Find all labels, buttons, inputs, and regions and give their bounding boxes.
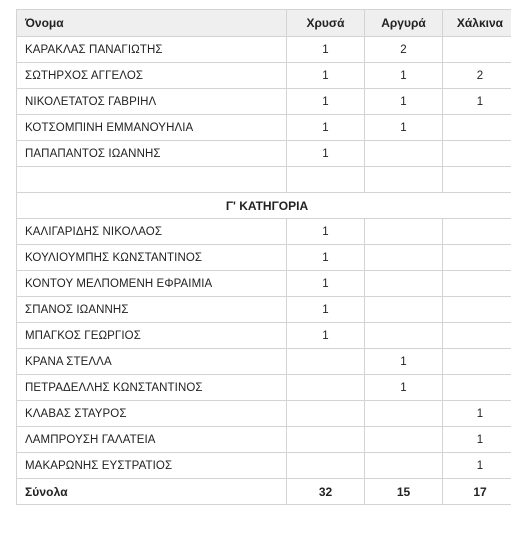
table-row (17, 141, 511, 167)
table-row (17, 63, 511, 89)
header-row (17, 10, 511, 37)
athlete-name-cell: ΚΟΤΣΟΜΠΙΝΗ ΕΜΜΑΝΟΥΗΛΙΑ (17, 115, 287, 141)
medal-table (16, 9, 511, 505)
silver-count-cell (365, 297, 443, 323)
silver-count-cell (365, 245, 443, 271)
silver-count-cell (365, 453, 443, 479)
athlete-name-cell: ΚΛΑΒΑΣ ΣΤΑΥΡΟΣ (17, 401, 287, 427)
table-row (17, 37, 511, 63)
table-row (17, 453, 511, 479)
bronze-count-cell (443, 245, 511, 271)
silver-count-cell: 1 (365, 89, 443, 115)
silver-count-cell (365, 219, 443, 245)
table-row (17, 271, 511, 297)
section-title: Γ' ΚΑΤΗΓΟΡΙΑ (17, 193, 511, 219)
column-header-silver: Αργυρά (365, 10, 443, 37)
silver-count-cell (365, 141, 443, 167)
bronze-count-cell: 2 (443, 63, 511, 89)
bronze-count-cell (443, 219, 511, 245)
column-header-gold: Χρυσά (287, 10, 365, 37)
athlete-name-cell: ΠΑΠΑΠΑΝΤΟΣ ΙΩΑΝΝΗΣ (17, 141, 287, 167)
silver-count-cell: 1 (365, 115, 443, 141)
gold-count-cell (287, 349, 365, 375)
medal-table-container (16, 9, 511, 505)
bronze-count-cell (443, 271, 511, 297)
bronze-count-cell: 1 (443, 453, 511, 479)
silver-count-cell (365, 167, 443, 193)
gold-count-cell: 1 (287, 297, 365, 323)
section-header-row (17, 193, 511, 219)
silver-count-cell: 1 (365, 63, 443, 89)
athlete-name-cell: ΚΡΑΝΑ ΣΤΕΛΛΑ (17, 349, 287, 375)
gold-count-cell: 1 (287, 219, 365, 245)
athlete-name-cell: ΚΟΝΤΟΥ ΜΕΛΠΟΜΕΝΗ ΕΦΡΑΙΜΙΑ (17, 271, 287, 297)
athlete-name-cell (17, 167, 287, 193)
gold-count-cell: 1 (287, 115, 365, 141)
table-row (17, 89, 511, 115)
table-row (17, 297, 511, 323)
totals-label: Σύνολα (17, 479, 287, 505)
table-row (17, 375, 511, 401)
athlete-name-cell: ΛΑΜΠΡΟΥΣΗ ΓΑΛΑΤΕΙΑ (17, 427, 287, 453)
athlete-name-cell: ΚΑΡΑΚΛΑΣ ΠΑΝΑΓΙΩΤΗΣ (17, 37, 287, 63)
bronze-count-cell (443, 349, 511, 375)
bronze-count-cell: 1 (443, 89, 511, 115)
gold-count-cell (287, 375, 365, 401)
table-body (17, 37, 511, 505)
silver-count-cell (365, 271, 443, 297)
totals-row (17, 479, 511, 505)
silver-count-cell (365, 323, 443, 349)
table-row (17, 245, 511, 271)
table-row (17, 401, 511, 427)
gold-count-cell: 1 (287, 141, 365, 167)
column-header-bronze: Χάλκινα (443, 10, 511, 37)
gold-count-cell: 1 (287, 323, 365, 349)
gold-count-cell: 1 (287, 37, 365, 63)
gold-count-cell: 1 (287, 271, 365, 297)
gold-count-cell: 1 (287, 245, 365, 271)
table-row (17, 323, 511, 349)
table-row (17, 115, 511, 141)
athlete-name-cell: ΣΩΤΗΡΧΟΣ ΑΓΓΕΛΟΣ (17, 63, 287, 89)
gold-count-cell (287, 453, 365, 479)
silver-count-cell: 1 (365, 375, 443, 401)
bronze-count-cell (443, 141, 511, 167)
bronze-count-cell (443, 115, 511, 141)
table-row (17, 219, 511, 245)
totals-bronze: 17 (443, 479, 511, 505)
athlete-name-cell: ΣΠΑΝΟΣ ΙΩΑΝΝΗΣ (17, 297, 287, 323)
bronze-count-cell (443, 167, 511, 193)
silver-count-cell: 1 (365, 349, 443, 375)
column-header-name: Όνομα (17, 10, 287, 37)
gold-count-cell: 1 (287, 63, 365, 89)
athlete-name-cell: ΚΑΛΙΓΑΡΙΔΗΣ ΝΙΚΟΛΑΟΣ (17, 219, 287, 245)
athlete-name-cell: ΠΕΤΡΑΔΕΛΛΗΣ ΚΩΝΣΤΑΝΤΙΝΟΣ (17, 375, 287, 401)
bronze-count-cell (443, 297, 511, 323)
table-row (17, 349, 511, 375)
totals-silver: 15 (365, 479, 443, 505)
bronze-count-cell (443, 375, 511, 401)
silver-count-cell: 2 (365, 37, 443, 63)
bronze-count-cell (443, 323, 511, 349)
totals-gold: 32 (287, 479, 365, 505)
table-header (17, 10, 511, 37)
table-row (17, 427, 511, 453)
athlete-name-cell: ΝΙΚΟΛΕΤΑΤΟΣ ΓΑΒΡΙΗΛ (17, 89, 287, 115)
silver-count-cell (365, 401, 443, 427)
athlete-name-cell: ΜΠΑΓΚΟΣ ΓΕΩΡΓΙΟΣ (17, 323, 287, 349)
athlete-name-cell: ΜΑΚΑΡΩΝΗΣ ΕΥΣΤΡΑΤΙΟΣ (17, 453, 287, 479)
table-row (17, 167, 511, 193)
gold-count-cell: 1 (287, 89, 365, 115)
gold-count-cell (287, 427, 365, 453)
gold-count-cell (287, 167, 365, 193)
athlete-name-cell: ΚΟΥΛΙΟΥΜΠΗΣ ΚΩΝΣΤΑΝΤΙΝΟΣ (17, 245, 287, 271)
bronze-count-cell: 1 (443, 427, 511, 453)
silver-count-cell (365, 427, 443, 453)
gold-count-cell (287, 401, 365, 427)
bronze-count-cell (443, 37, 511, 63)
bronze-count-cell: 1 (443, 401, 511, 427)
